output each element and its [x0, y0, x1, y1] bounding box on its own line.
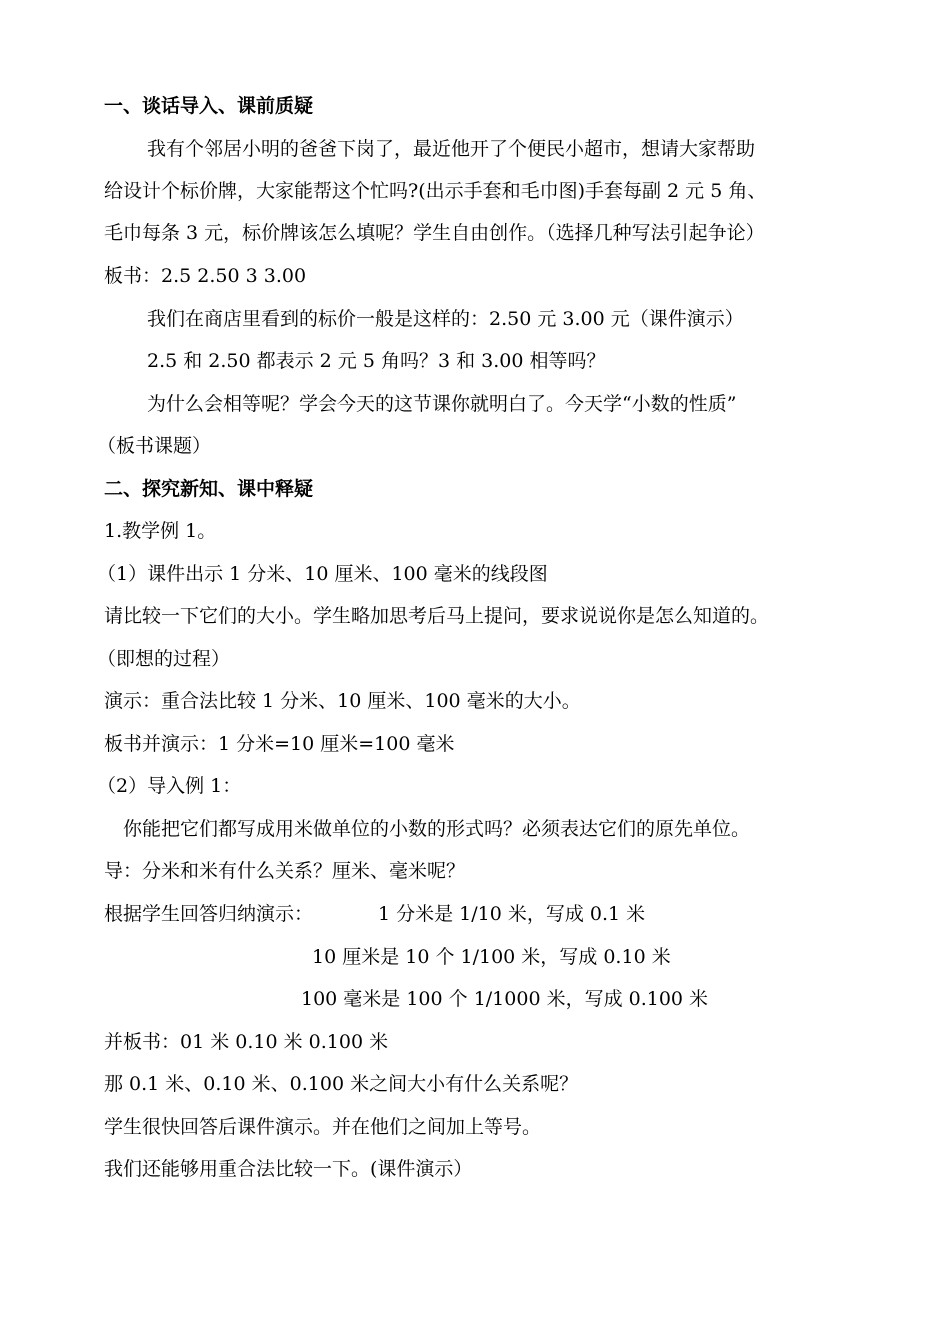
paragraph-line: 我们还能够用重合法比较一下。(课件演示） [104, 1158, 473, 1180]
board-writing-line: 板书并演示：1 分米=10 厘米=100 毫米 [104, 733, 455, 755]
paragraph-line: 2.5 和 2.50 都表示 2 元 5 角吗？3 和 3.00 相等吗？ [147, 350, 606, 372]
paragraph-line: 学生很快回答后课件演示。并在他们之间加上等号。 [104, 1116, 542, 1138]
example-title: 1.教学例 1。 [104, 520, 217, 542]
paragraph-line: 为什么会相等呢？学会今天的这节课你就明白了。今天学“小数的性质” [147, 393, 737, 415]
board-writing-line: 板书：2.5 2.50 3 3.00 [104, 265, 307, 287]
paragraph-line: 给设计个标价牌，大家能帮这个忙吗?(出示手套和毛巾图)手套每副 2 元 5 角、 [104, 180, 767, 202]
paragraph-line: 我们在商店里看到的标价一般是这样的：2.50 元 3.00 元（课件演示） [147, 308, 744, 330]
paragraph-line: 毛巾每条 3 元，标价牌该怎么填呢？学生自由创作。（选择几种写法引起争论） [104, 222, 765, 244]
summary-label: 根据学生回答归纳演示： [104, 903, 314, 925]
paragraph-line: （板书课题） [97, 435, 212, 457]
paragraph-line: 我有个邻居小明的爸爸下岗了，最近他开了个便民小超市，想请大家帮助 [147, 138, 756, 160]
section-1-heading: 一、谈话导入、课前质疑 [104, 95, 314, 117]
paragraph-line: （即想的过程） [97, 648, 231, 670]
paragraph-line: 请比较一下它们的大小。学生略加思考后马上提问，要求说说你是怎么知道的。 [104, 605, 770, 627]
section-2-heading: 二、探究新知、课中释疑 [104, 478, 314, 500]
summary-line: 10 厘米是 10 个 1/100 米，写成 0.10 米 [312, 946, 671, 968]
paragraph-line: 演示：重合法比较 1 分米、10 厘米、100 毫米的大小。 [104, 690, 581, 712]
summary-line: 1 分米是 1/10 米，写成 0.1 米 [378, 903, 646, 925]
paragraph-line: 那 0.1 米、0.10 米、0.100 米之间大小有什么关系呢？ [104, 1073, 579, 1095]
summary-line: 100 毫米是 100 个 1/1000 米，写成 0.100 米 [301, 988, 709, 1010]
paragraph-line: 导：分米和米有什么关系？厘米、毫米呢？ [104, 860, 466, 882]
step-line: （2）导入例 1： [97, 775, 242, 797]
paragraph-line: 你能把它们都写成用米做单位的小数的形式吗？必须表达它们的原先单位。 [123, 818, 751, 840]
step-line: （1）课件出示 1 分米、10 厘米、100 毫米的线段图 [97, 563, 548, 585]
board-writing-line: 并板书：01 米 0.10 米 0.100 米 [104, 1031, 389, 1053]
